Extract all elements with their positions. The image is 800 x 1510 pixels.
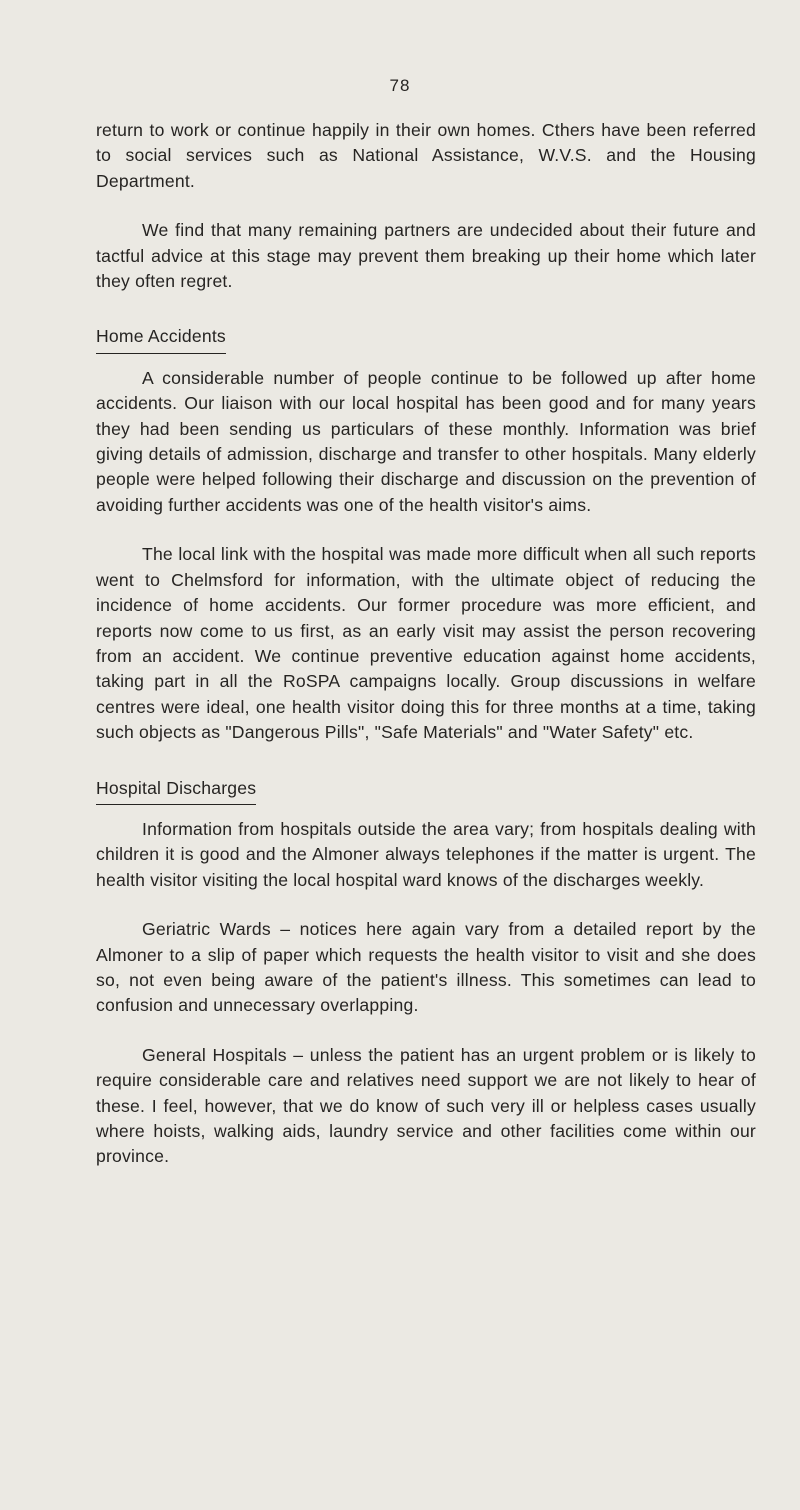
section-heading-hospital-discharges: Hospital Discharges [96,776,256,805]
section-heading-home-accidents: Home Accidents [96,324,226,353]
paragraph-remaining-partners: We find that many remaining partners are undecided about their future and tactful advice at this stage may prevent them breaking up their home which later they often regret. [96,220,756,292]
paragraph-geriatric-wards: Geriatric Wards – notices here again vary from a detailed report by the Almoner to a slip of paper which requests the health visitor to visit and she does so, not even being aware of the patient's illness. This sometimes can lead to confusion and unnecessary overlapping. [96,919,756,1016]
paragraph-home-accidents-followup: A considerable number of people continue to be followed up after home accidents. Our liaison with our local hospital has been good and for many years they had been sending us particulars of these monthly. Information was brief giving details of admission, discharge and transfer to other hospitals. Many elderly people were helped following their discharge and discussion on the prevention of avoiding further accidents was one of the health visitor's aims. [96,367,756,515]
paragraph-general-hospitals: General Hospitals – unless the patient has an urgent problem or is likely to require considerable care and relatives need support we are not likely to hear of these. I feel, however, that we do know of such very ill or helpless cases usually where hoists, walking aids, laundry service and other facilities come within our province. [96,1044,756,1167]
paragraph-hospital-information: Information from hospitals outside the area vary; from hospitals dealing with children it is good and the Almoner always telephones if the matter is urgent. The health visitor visiting the local hospital ward knows of the discharges weekly. [96,818,756,890]
page-content [96,118,756,1194]
paragraph-return-to-work: return to work or continue happily in their own homes. Cthers have been referred to social services such as National Assistance, W.V.S. and the Housing Department. [96,120,756,191]
paragraph-hospital-link: The local link with the hospital was made more difficult when all such reports went to Chelmsford for information, with the ultimate object of reducing the incidence of home accidents. Our former procedure was more efficient, and reports now come to us first, as an early visit may assist the person recovering from an accident. We continue preventive education against home accidents, taking part in all the RoSPA campaigns locally. Group discussions in welfare centres were ideal, one health visitor doing this for three months at a time, taking such objects as "Dangerous Pills", "Safe Materials" and "Water Safety" etc. [96,544,756,743]
page-number: 78 [389,76,411,95]
